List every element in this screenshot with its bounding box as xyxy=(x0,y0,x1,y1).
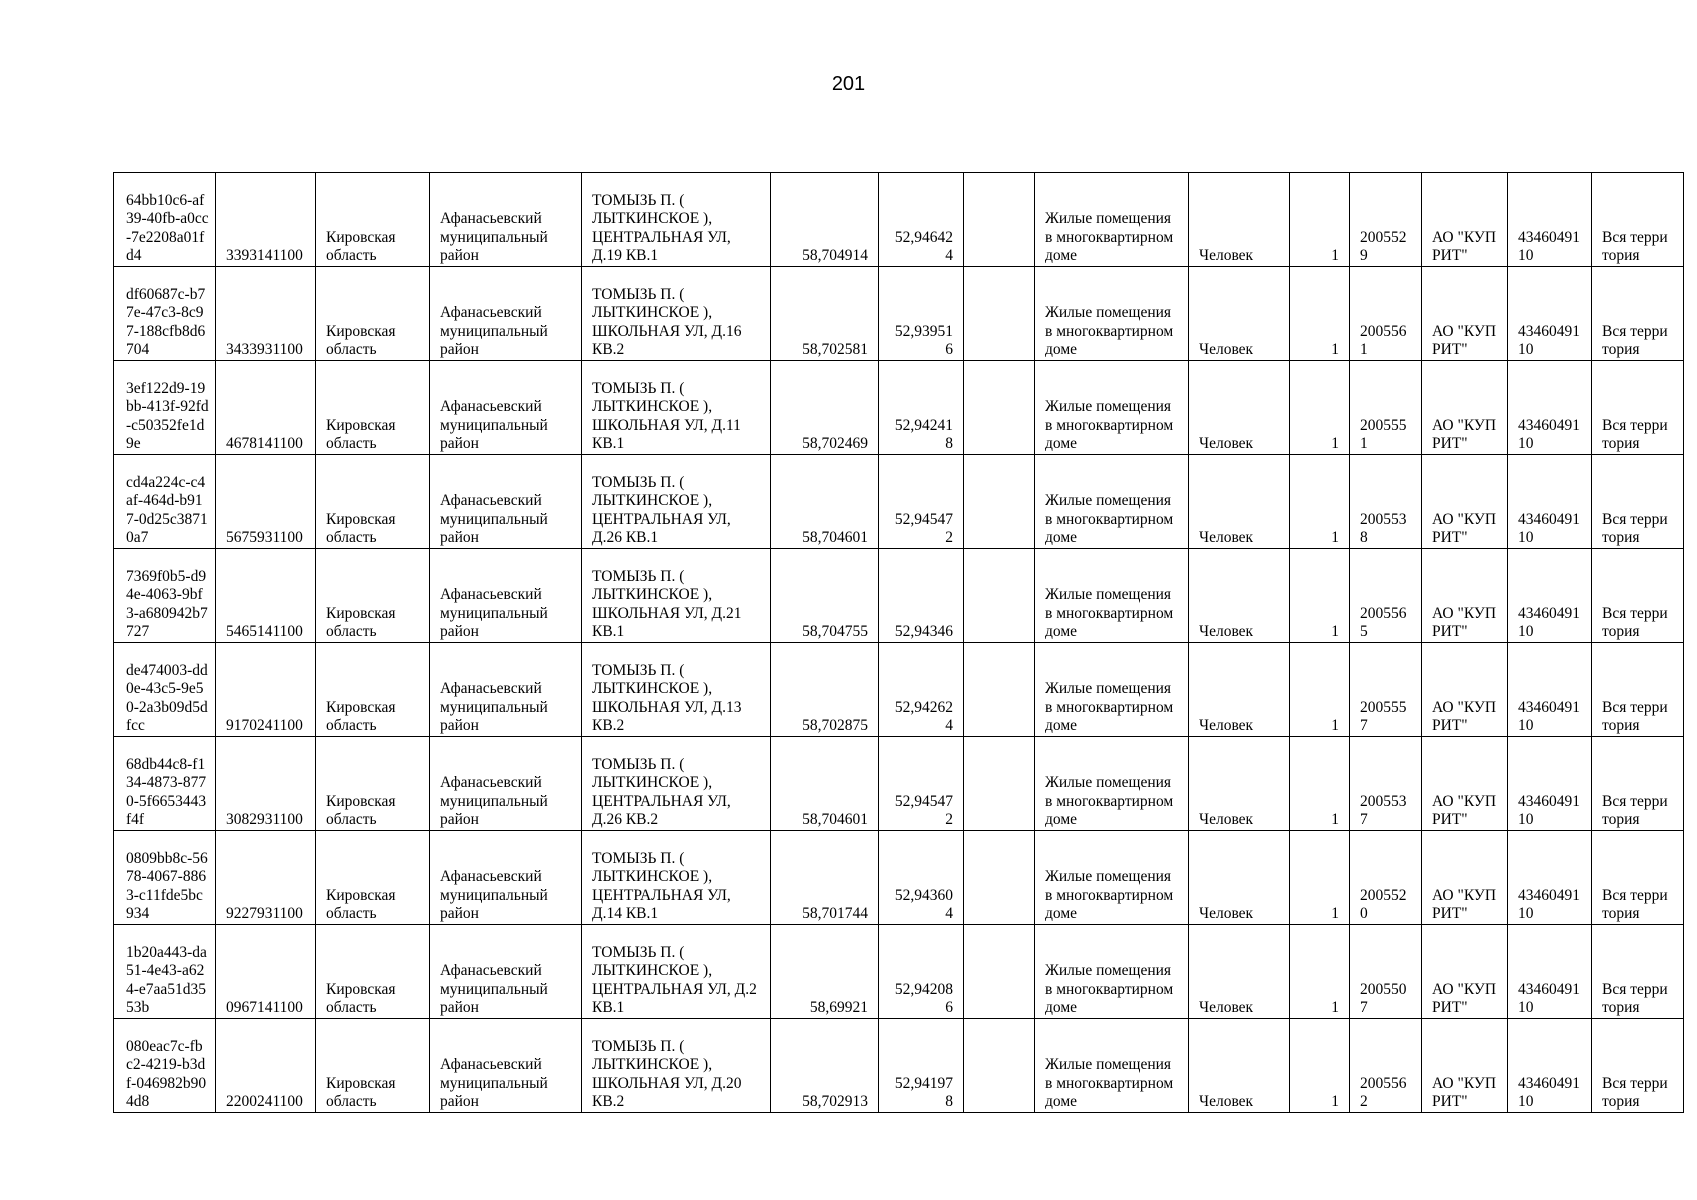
longitude-cell: 52,946424 xyxy=(879,173,964,267)
unit-cell: Человек xyxy=(1189,925,1290,1019)
inn-cell: 4346049110 xyxy=(1508,831,1592,925)
region-cell: Кировская область xyxy=(316,173,430,267)
guid-cell: 64bb10c6-af39-40fb-a0cc-7e2208a01fd4 xyxy=(114,173,216,267)
code-cell: 0967141100 xyxy=(216,925,316,1019)
address-cell: ТОМЫЗЬ П. ( ЛЫТКИНСКОЕ ), ШКОЛЬНАЯ УЛ, Д.16 КВ.2 xyxy=(582,267,771,361)
empty-cell xyxy=(964,455,1035,549)
region-cell: Кировская область xyxy=(316,267,430,361)
page-number: 201 xyxy=(831,73,866,95)
inn-cell: 4346049110 xyxy=(1508,455,1592,549)
unit-cell: Человек xyxy=(1189,1019,1290,1113)
unit-cell: Человек xyxy=(1189,737,1290,831)
code-cell: 9170241100 xyxy=(216,643,316,737)
longitude-cell: 52,941978 xyxy=(879,1019,964,1113)
guid-cell: 7369f0b5-d94e-4063-9bf3-a680942b7727 xyxy=(114,549,216,643)
address-cell: ТОМЫЗЬ П. ( ЛЫТКИНСКОЕ ), ЦЕНТРАЛЬНАЯ УЛ, Д.2 КВ.1 xyxy=(582,925,771,1019)
latitude-cell: 58,69921 xyxy=(771,925,879,1019)
longitude-cell: 52,942418 xyxy=(879,361,964,455)
guid-cell: 1b20a443-da51-4e43-a624-e7aa51d3553b xyxy=(114,925,216,1019)
latitude-cell: 58,704755 xyxy=(771,549,879,643)
region-cell: Кировская область xyxy=(316,455,430,549)
organization-cell: АО "КУПРИТ" xyxy=(1422,1019,1508,1113)
count-cell: 1 xyxy=(1290,643,1350,737)
address-cell: ТОМЫЗЬ П. ( ЛЫТКИНСКОЕ ), ШКОЛЬНАЯ УЛ, Д.11 КВ.1 xyxy=(582,361,771,455)
code-cell: 2200241100 xyxy=(216,1019,316,1113)
count-cell: 1 xyxy=(1290,455,1350,549)
district-cell: Афанасьевский муниципальный район xyxy=(430,831,582,925)
count-cell: 1 xyxy=(1290,1019,1350,1113)
table-row xyxy=(114,643,1684,737)
empty-cell xyxy=(964,831,1035,925)
address-cell: ТОМЫЗЬ П. ( ЛЫТКИНСКОЕ ), ЦЕНТРАЛЬНАЯ УЛ, Д.19 КВ.1 xyxy=(582,173,771,267)
inn-cell: 4346049110 xyxy=(1508,1019,1592,1113)
address-cell: ТОМЫЗЬ П. ( ЛЫТКИНСКОЕ ), ШКОЛЬНАЯ УЛ, Д.13 КВ.2 xyxy=(582,643,771,737)
table-body xyxy=(114,173,1684,1113)
organization-cell: АО "КУПРИТ" xyxy=(1422,925,1508,1019)
address-cell: ТОМЫЗЬ П. ( ЛЫТКИНСКОЕ ), ШКОЛЬНАЯ УЛ, Д.21 КВ.1 xyxy=(582,549,771,643)
table-row xyxy=(114,549,1684,643)
code-cell: 4678141100 xyxy=(216,361,316,455)
empty-cell xyxy=(964,267,1035,361)
territory-cell: Вся территория xyxy=(1592,267,1684,361)
region-cell: Кировская область xyxy=(316,643,430,737)
code-cell: 3393141100 xyxy=(216,173,316,267)
inn-cell: 4346049110 xyxy=(1508,267,1592,361)
longitude-cell: 52,942624 xyxy=(879,643,964,737)
territory-cell: Вся территория xyxy=(1592,643,1684,737)
table-row xyxy=(114,267,1684,361)
number-cell: 2005557 xyxy=(1350,643,1422,737)
latitude-cell: 58,701744 xyxy=(771,831,879,925)
premises-type-cell: Жилые помещения в многоквартирном доме xyxy=(1035,549,1189,643)
premises-type-cell: Жилые помещения в многоквартирном доме xyxy=(1035,361,1189,455)
longitude-cell: 52,939516 xyxy=(879,267,964,361)
region-cell: Кировская область xyxy=(316,1019,430,1113)
district-cell: Афанасьевский муниципальный район xyxy=(430,267,582,361)
number-cell: 2005537 xyxy=(1350,737,1422,831)
inn-cell: 4346049110 xyxy=(1508,361,1592,455)
empty-cell xyxy=(964,643,1035,737)
registry-table xyxy=(113,172,1684,1113)
table-row xyxy=(114,173,1684,267)
territory-cell: Вся территория xyxy=(1592,1019,1684,1113)
number-cell: 2005562 xyxy=(1350,1019,1422,1113)
inn-cell: 4346049110 xyxy=(1508,925,1592,1019)
unit-cell: Человек xyxy=(1189,173,1290,267)
address-cell: ТОМЫЗЬ П. ( ЛЫТКИНСКОЕ ), ЦЕНТРАЛЬНАЯ УЛ, Д.26 КВ.1 xyxy=(582,455,771,549)
unit-cell: Человек xyxy=(1189,455,1290,549)
organization-cell: АО "КУПРИТ" xyxy=(1422,173,1508,267)
empty-cell xyxy=(964,173,1035,267)
number-cell: 2005520 xyxy=(1350,831,1422,925)
district-cell: Афанасьевский муниципальный район xyxy=(430,1019,582,1113)
district-cell: Афанасьевский муниципальный район xyxy=(430,455,582,549)
table-row xyxy=(114,455,1684,549)
table-row xyxy=(114,361,1684,455)
longitude-cell: 52,945472 xyxy=(879,455,964,549)
code-cell: 5465141100 xyxy=(216,549,316,643)
count-cell: 1 xyxy=(1290,549,1350,643)
inn-cell: 4346049110 xyxy=(1508,173,1592,267)
longitude-cell: 52,945472 xyxy=(879,737,964,831)
inn-cell: 4346049110 xyxy=(1508,549,1592,643)
guid-cell: 0809bb8c-5678-4067-8863-c11fde5bc934 xyxy=(114,831,216,925)
organization-cell: АО "КУПРИТ" xyxy=(1422,267,1508,361)
guid-cell: cd4a224c-c4af-464d-b917-0d25c38710a7 xyxy=(114,455,216,549)
latitude-cell: 58,704601 xyxy=(771,737,879,831)
latitude-cell: 58,704914 xyxy=(771,173,879,267)
guid-cell: df60687c-b77e-47c3-8c97-188cfb8d6704 xyxy=(114,267,216,361)
latitude-cell: 58,704601 xyxy=(771,455,879,549)
inn-cell: 4346049110 xyxy=(1508,737,1592,831)
organization-cell: АО "КУПРИТ" xyxy=(1422,455,1508,549)
premises-type-cell: Жилые помещения в многоквартирном доме xyxy=(1035,643,1189,737)
guid-cell: de474003-dd0e-43c5-9e50-2a3b09d5dfcc xyxy=(114,643,216,737)
premises-type-cell: Жилые помещения в многоквартирном доме xyxy=(1035,1019,1189,1113)
region-cell: Кировская область xyxy=(316,361,430,455)
territory-cell: Вся территория xyxy=(1592,831,1684,925)
premises-type-cell: Жилые помещения в многоквартирном доме xyxy=(1035,831,1189,925)
territory-cell: Вся территория xyxy=(1592,549,1684,643)
territory-cell: Вся территория xyxy=(1592,925,1684,1019)
unit-cell: Человек xyxy=(1189,267,1290,361)
territory-cell: Вся территория xyxy=(1592,361,1684,455)
district-cell: Афанасьевский муниципальный район xyxy=(430,361,582,455)
guid-cell: 3ef122d9-19bb-413f-92fd-c50352fe1d9e xyxy=(114,361,216,455)
territory-cell: Вся территория xyxy=(1592,737,1684,831)
latitude-cell: 58,702581 xyxy=(771,267,879,361)
count-cell: 1 xyxy=(1290,925,1350,1019)
latitude-cell: 58,702469 xyxy=(771,361,879,455)
longitude-cell: 52,94346 xyxy=(879,549,964,643)
number-cell: 2005538 xyxy=(1350,455,1422,549)
latitude-cell: 58,702875 xyxy=(771,643,879,737)
empty-cell xyxy=(964,361,1035,455)
longitude-cell: 52,942086 xyxy=(879,925,964,1019)
organization-cell: АО "КУПРИТ" xyxy=(1422,737,1508,831)
unit-cell: Человек xyxy=(1189,549,1290,643)
number-cell: 2005529 xyxy=(1350,173,1422,267)
empty-cell xyxy=(964,1019,1035,1113)
number-cell: 2005561 xyxy=(1350,267,1422,361)
territory-cell: Вся территория xyxy=(1592,455,1684,549)
number-cell: 2005565 xyxy=(1350,549,1422,643)
guid-cell: 080eac7c-fbc2-4219-b3df-046982b904d8 xyxy=(114,1019,216,1113)
code-cell: 3433931100 xyxy=(216,267,316,361)
count-cell: 1 xyxy=(1290,267,1350,361)
code-cell: 3082931100 xyxy=(216,737,316,831)
organization-cell: АО "КУПРИТ" xyxy=(1422,361,1508,455)
organization-cell: АО "КУПРИТ" xyxy=(1422,549,1508,643)
organization-cell: АО "КУПРИТ" xyxy=(1422,643,1508,737)
premises-type-cell: Жилые помещения в многоквартирном доме xyxy=(1035,267,1189,361)
district-cell: Афанасьевский муниципальный район xyxy=(430,643,582,737)
region-cell: Кировская область xyxy=(316,737,430,831)
count-cell: 1 xyxy=(1290,831,1350,925)
table-row xyxy=(114,737,1684,831)
number-cell: 2005507 xyxy=(1350,925,1422,1019)
inn-cell: 4346049110 xyxy=(1508,643,1592,737)
premises-type-cell: Жилые помещения в многоквартирном доме xyxy=(1035,737,1189,831)
territory-cell: Вся территория xyxy=(1592,173,1684,267)
empty-cell xyxy=(964,737,1035,831)
latitude-cell: 58,702913 xyxy=(771,1019,879,1113)
table-row xyxy=(114,925,1684,1019)
empty-cell xyxy=(964,925,1035,1019)
district-cell: Афанасьевский муниципальный район xyxy=(430,549,582,643)
address-cell: ТОМЫЗЬ П. ( ЛЫТКИНСКОЕ ), ШКОЛЬНАЯ УЛ, Д.20 КВ.2 xyxy=(582,1019,771,1113)
table-row xyxy=(114,831,1684,925)
district-cell: Афанасьевский муниципальный район xyxy=(430,925,582,1019)
premises-type-cell: Жилые помещения в многоквартирном доме xyxy=(1035,173,1189,267)
organization-cell: АО "КУПРИТ" xyxy=(1422,831,1508,925)
unit-cell: Человек xyxy=(1189,831,1290,925)
count-cell: 1 xyxy=(1290,737,1350,831)
count-cell: 1 xyxy=(1290,361,1350,455)
table-row xyxy=(114,1019,1684,1113)
region-cell: Кировская область xyxy=(316,549,430,643)
number-cell: 2005551 xyxy=(1350,361,1422,455)
region-cell: Кировская область xyxy=(316,831,430,925)
premises-type-cell: Жилые помещения в многоквартирном доме xyxy=(1035,925,1189,1019)
longitude-cell: 52,943604 xyxy=(879,831,964,925)
code-cell: 9227931100 xyxy=(216,831,316,925)
code-cell: 5675931100 xyxy=(216,455,316,549)
count-cell: 1 xyxy=(1290,173,1350,267)
district-cell: Афанасьевский муниципальный район xyxy=(430,173,582,267)
region-cell: Кировская область xyxy=(316,925,430,1019)
unit-cell: Человек xyxy=(1189,643,1290,737)
address-cell: ТОМЫЗЬ П. ( ЛЫТКИНСКОЕ ), ЦЕНТРАЛЬНАЯ УЛ, Д.26 КВ.2 xyxy=(582,737,771,831)
unit-cell: Человек xyxy=(1189,361,1290,455)
district-cell: Афанасьевский муниципальный район xyxy=(430,737,582,831)
address-cell: ТОМЫЗЬ П. ( ЛЫТКИНСКОЕ ), ЦЕНТРАЛЬНАЯ УЛ, Д.14 КВ.1 xyxy=(582,831,771,925)
empty-cell xyxy=(964,549,1035,643)
guid-cell: 68db44c8-f134-4873-8770-5f6653443f4f xyxy=(114,737,216,831)
premises-type-cell: Жилые помещения в многоквартирном доме xyxy=(1035,455,1189,549)
